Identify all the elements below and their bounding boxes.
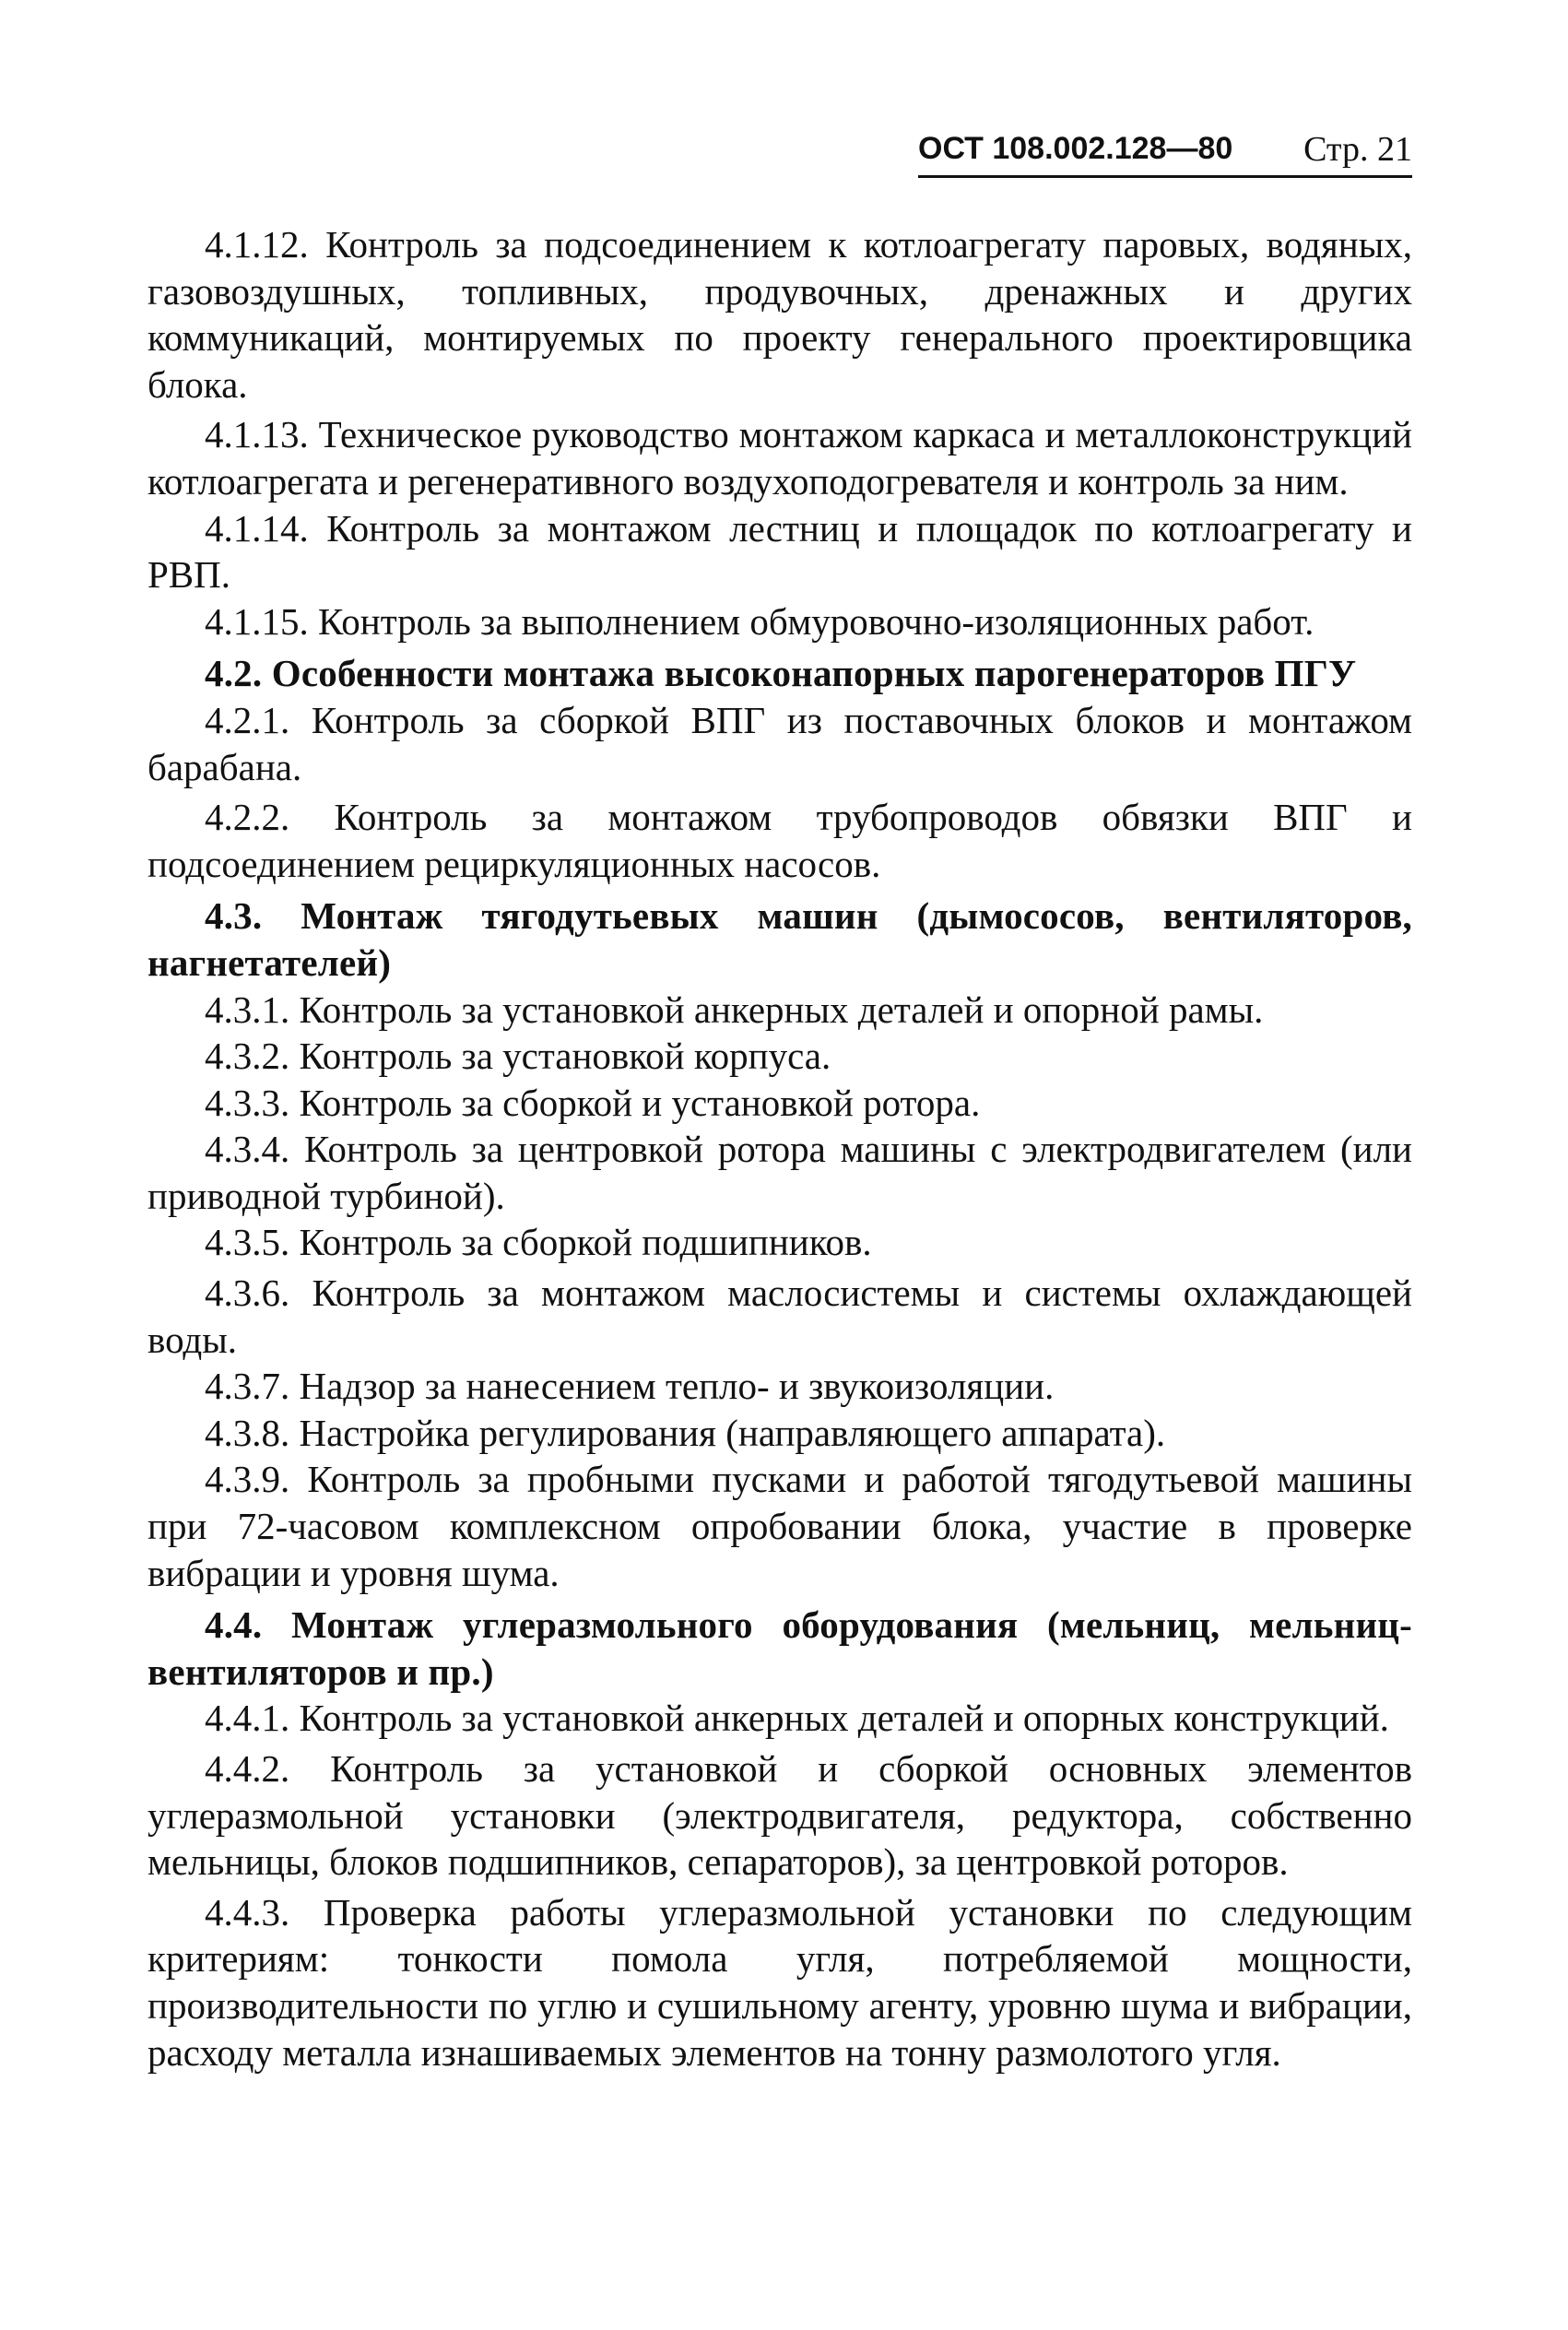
paragraph-4-2-1: 4.2.1. Контроль за сборкой ВПГ из поставочных блоков и монтажом барабана. [147, 698, 1412, 788]
paragraph-4-1-15: 4.1.15. Контроль за выполнением обмуровочно-изоляционных работ. [205, 599, 1315, 643]
section-heading-4-3: 4.3. Монтаж тягодутьевых машин (дымососов, вентиляторов, нагнетателей) [147, 894, 1412, 984]
paragraph-4-3-1: 4.3.1. Контроль за установкой анкерных деталей и опорной рамы. [205, 988, 1264, 1031]
paragraph-4-3-2: 4.3.2. Контроль за установкой корпуса. [205, 1035, 831, 1078]
paragraph-4-3-8: 4.3.8. Настройка регулирования (направляющего аппарата). [205, 1411, 1166, 1454]
paragraph-4-2-2: 4.2.2. Контроль за монтажом трубопроводов обвязки ВПГ и подсоединением рециркуляционных насосов. [147, 796, 1412, 885]
paragraph-4-1-13: 4.1.13. Техническое руководство монтажом каркаса и металлоконструкций котлоагрегата и регенеративного воздухоподогревателя и контроль за ним. [147, 413, 1412, 503]
document-body [147, 221, 1412, 2076]
page-number: Стр. 21 [1303, 130, 1412, 169]
section-heading-4-2: 4.2. Особенности монтажа высоконапорных парогенераторов ПГУ [205, 652, 1357, 695]
paragraph-4-3-7: 4.3.7. Надзор за нанесением тепло- и звукоизоляции. [205, 1365, 1055, 1408]
paragraph-4-3-4: 4.3.4. Контроль за центровкой ротора машины с электродвигателем (или приводной турбиной). [147, 1128, 1412, 1217]
paragraph-4-3-3: 4.3.3. Контроль за сборкой и установкой ротора. [205, 1081, 981, 1124]
paragraph-4-4-2: 4.4.2. Контроль за установкой и сборкой основных элементов углеразмольной установки (электродвигателя, редуктора, собственно мельницы, блоков подшипников, сепараторов), за центровкой роторов. [147, 1747, 1412, 1884]
paragraph-4-3-5: 4.3.5. Контроль за сборкой подшипников. [205, 1221, 872, 1264]
paragraph-4-3-6: 4.3.6. Контроль за монтажом маслосистемы и системы охлаждающей воды. [147, 1271, 1412, 1361]
page-header [918, 125, 1412, 178]
paragraph-4-1-12: 4.1.12. Контроль за подсоединением к котлоагрегату паровых, водяных, газовоздушных, топливных, продувочных, дренажных и других коммуникаций, монтируемых по проекту генерального проектировщика блока. [147, 223, 1412, 406]
standard-code: ОСТ 108.002.128—80 [918, 131, 1233, 166]
paragraph-4-3-9: 4.3.9. Контроль за пробными пусками и работой тягодутьевой машины при 72-часовом комплексном опробовании блока, участие в проверке вибрации и уровня шума. [147, 1458, 1412, 1594]
paragraph-4-1-14: 4.1.14. Контроль за монтажом лестниц и площадок по котлоагрегату и РВП. [147, 506, 1412, 597]
section-heading-4-4: 4.4. Монтаж углеразмольного оборудования (мельниц, мельниц-вентиляторов и пр.) [147, 1603, 1412, 1693]
paragraph-4-4-3: 4.4.3. Проверка работы углеразмольной установки по следующим критериям: тонкости помола угля, потребляемой мощности, производительности по углю и сушильному агенту, уровню шума и вибрации, расходу металла изнашиваемых элементов на тонну размолотого угля. [147, 1890, 1412, 2074]
paragraph-4-4-1: 4.4.1. Контроль за установкой анкерных деталей и опорных конструкций. [205, 1697, 1389, 1740]
